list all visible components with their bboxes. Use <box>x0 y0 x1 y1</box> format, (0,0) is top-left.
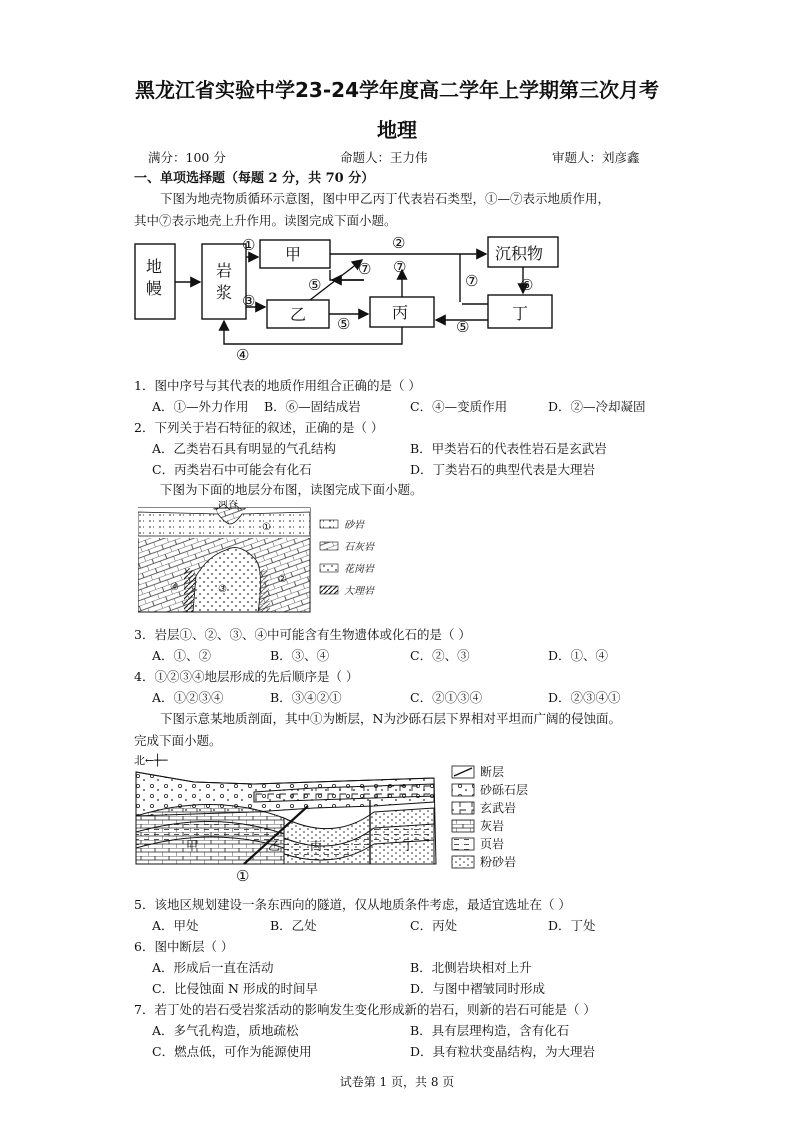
q7-stem: 7．若丁处的岩石受岩浆活动的影响发生变化形成新的岩石，则新的岩石可能是（ ） <box>134 1002 596 1017</box>
magma-label-2: 浆 <box>216 283 233 302</box>
q1-option-a[interactable]: A．①—外力作用 <box>152 399 249 414</box>
q3-option-d[interactable]: D．①、④ <box>548 648 609 663</box>
layer-2-label: ② <box>278 574 287 585</box>
legend-basalt: 玄武岩 <box>480 801 517 815</box>
q4-stem: 4．①②③④地层形成的先后顺序是（ ） <box>134 669 359 684</box>
layer-3-label: ③ <box>218 584 227 595</box>
q2-option-b[interactable]: B．甲类岩石的代表性岩石是玄武岩 <box>410 441 607 456</box>
q5-option-a[interactable]: A．甲处 <box>152 918 199 933</box>
process-5a: ⑤ <box>308 276 322 294</box>
q6-option-c[interactable]: C．比侵蚀面 N 形成的时间早 <box>152 981 318 996</box>
sediment-label: 沉积物 <box>495 244 544 263</box>
valley-label: 河谷 <box>218 500 238 510</box>
process-5b: ⑤ <box>337 315 351 333</box>
site-jia: 甲 <box>186 839 199 853</box>
q2-option-a[interactable]: A．乙类岩石具有明显的气孔结构 <box>152 441 337 456</box>
process-7b: ⑦ <box>393 258 407 276</box>
north-arrow-label: 北←┼─ <box>134 754 168 767</box>
author-info: 命题人：王力伟 <box>340 150 428 165</box>
q7-option-d[interactable]: D．具有粒状变晶结构，为大理岩 <box>410 1044 596 1059</box>
group3-intro-line2: 完成下面小题。 <box>134 733 222 748</box>
q2-option-c[interactable]: C．丙类岩石中可能会有化石 <box>152 462 312 477</box>
jia-label: 甲 <box>285 245 302 264</box>
magma-box <box>202 244 246 319</box>
process-5c: ⑤ <box>456 318 470 336</box>
process-2: ② <box>392 234 406 252</box>
strata-diagram <box>138 500 398 616</box>
process-7c: ⑦ <box>465 272 479 290</box>
legend-gravel: 砂砾石层 <box>480 783 529 797</box>
exam-title: 黑龙江省实验中学23-24学年度高二学年上学期第三次月考 <box>135 78 659 102</box>
legend-limestone: 石灰岩 <box>344 542 374 553</box>
q4-option-d[interactable]: D．②③④① <box>548 690 621 705</box>
site-yi: 乙 <box>268 839 281 853</box>
legend-shale: 页岩 <box>480 837 505 851</box>
q1-option-d[interactable]: D．②—冷却凝固 <box>548 399 646 414</box>
score-info: 满分：100 分 <box>148 150 226 165</box>
legend-fault: 断层 <box>480 765 505 779</box>
q6-option-b[interactable]: B．北侧岩块相对上升 <box>410 960 532 975</box>
mantle-label-1: 地 <box>146 257 163 276</box>
q1-option-b[interactable]: B．⑥—固结成岩 <box>264 399 361 414</box>
process-3: ③ <box>242 292 256 310</box>
q4-option-a[interactable]: A．①②③④ <box>152 690 224 705</box>
q7-option-b[interactable]: B．具有层理构造，含有化石 <box>410 1023 570 1038</box>
subject-title: 地理 <box>377 118 417 142</box>
ding-label: 丁 <box>512 304 529 323</box>
q3-option-a[interactable]: A．①、② <box>152 648 212 663</box>
q4-option-c[interactable]: C．②①③④ <box>410 690 483 705</box>
q5-option-d[interactable]: D．丁处 <box>548 918 596 933</box>
page-footer: 试卷第 1 页，共 8 页 <box>339 1075 455 1089</box>
q2-option-d[interactable]: D．丁类岩石的典型代表是大理岩 <box>410 462 596 477</box>
process-7a: ⑦ <box>358 260 372 278</box>
legend-granite: 花岗岩 <box>344 564 374 575</box>
site-ding: 丁 <box>402 839 415 853</box>
rock-cycle-diagram <box>130 232 570 372</box>
legend-siltstone: 粉砂岩 <box>480 855 517 869</box>
group2-intro: 下图为下面的地层分布图，读图完成下面小题。 <box>160 482 423 497</box>
layer-4-label: ④ <box>170 582 179 593</box>
q5-stem: 5．该地区规划建设一条东西向的隧道，仅从地质条件考虑，最适宜选址在（ ） <box>134 897 571 912</box>
mantle-label-2: 幔 <box>146 279 163 298</box>
legend-sandstone: 砂岩 <box>344 520 364 531</box>
process-1: ① <box>242 236 256 254</box>
q6-option-a[interactable]: A．形成后一直在活动 <box>152 960 274 975</box>
q6-stem: 6．图中断层（ ） <box>134 939 234 954</box>
q2-stem: 2．下列关于岩石特征的叙述，正确的是（ ） <box>134 420 384 435</box>
q3-stem: 3．岩层①、②、③、④中可能含有生物遗体或化石的是（ ） <box>134 627 471 642</box>
legend-limestone-2: 灰岩 <box>480 819 505 833</box>
site-bing: 丙 <box>310 839 323 853</box>
reviewer-info: 审题人：刘彦鑫 <box>552 150 640 165</box>
q3-option-b[interactable]: B．③、④ <box>270 648 330 663</box>
q1-option-c[interactable]: C．④—变质作用 <box>410 399 508 414</box>
q1-stem: 1．图中序号与其代表的地质作用组合正确的是（ ） <box>134 378 421 393</box>
geologic-section-diagram <box>134 752 554 888</box>
q7-option-a[interactable]: A．多气孔构造，质地疏松 <box>152 1023 299 1038</box>
group1-intro-line2: 其中⑦表示地壳上升作用。读图完成下面小题。 <box>134 213 397 228</box>
q3-option-c[interactable]: C．②、③ <box>410 648 470 663</box>
process-6: ⑥ <box>520 276 534 294</box>
bing-label: 丙 <box>392 303 409 322</box>
q4-option-b[interactable]: B．③④②① <box>270 690 342 705</box>
legend-marble: 大理岩 <box>344 586 374 597</box>
q5-option-c[interactable]: C．丙处 <box>410 918 458 933</box>
layer-1-label: ① <box>262 522 271 533</box>
section-heading: 一、单项选择题（每题 2 分，共 70 分） <box>134 171 375 186</box>
group3-intro-line1: 下图示意某地质剖面，其中①为断层，N为沙砾石层下界相对平坦而广阔的侵蚀面。 <box>160 711 621 726</box>
fault-number: ① <box>236 867 250 885</box>
q7-option-c[interactable]: C．燃点低，可作为能源使用 <box>152 1044 312 1059</box>
q6-option-d[interactable]: D．与图中褶皱同时形成 <box>410 981 546 996</box>
yi-label: 乙 <box>290 305 307 324</box>
q5-option-b[interactable]: B．乙处 <box>270 918 317 933</box>
group1-intro-line1: 下图为地壳物质循环示意图，图中甲乙丙丁代表岩石类型，①—⑦表示地质作用， <box>160 191 611 206</box>
magma-label-1: 岩 <box>216 261 233 280</box>
process-4: ④ <box>236 346 250 364</box>
